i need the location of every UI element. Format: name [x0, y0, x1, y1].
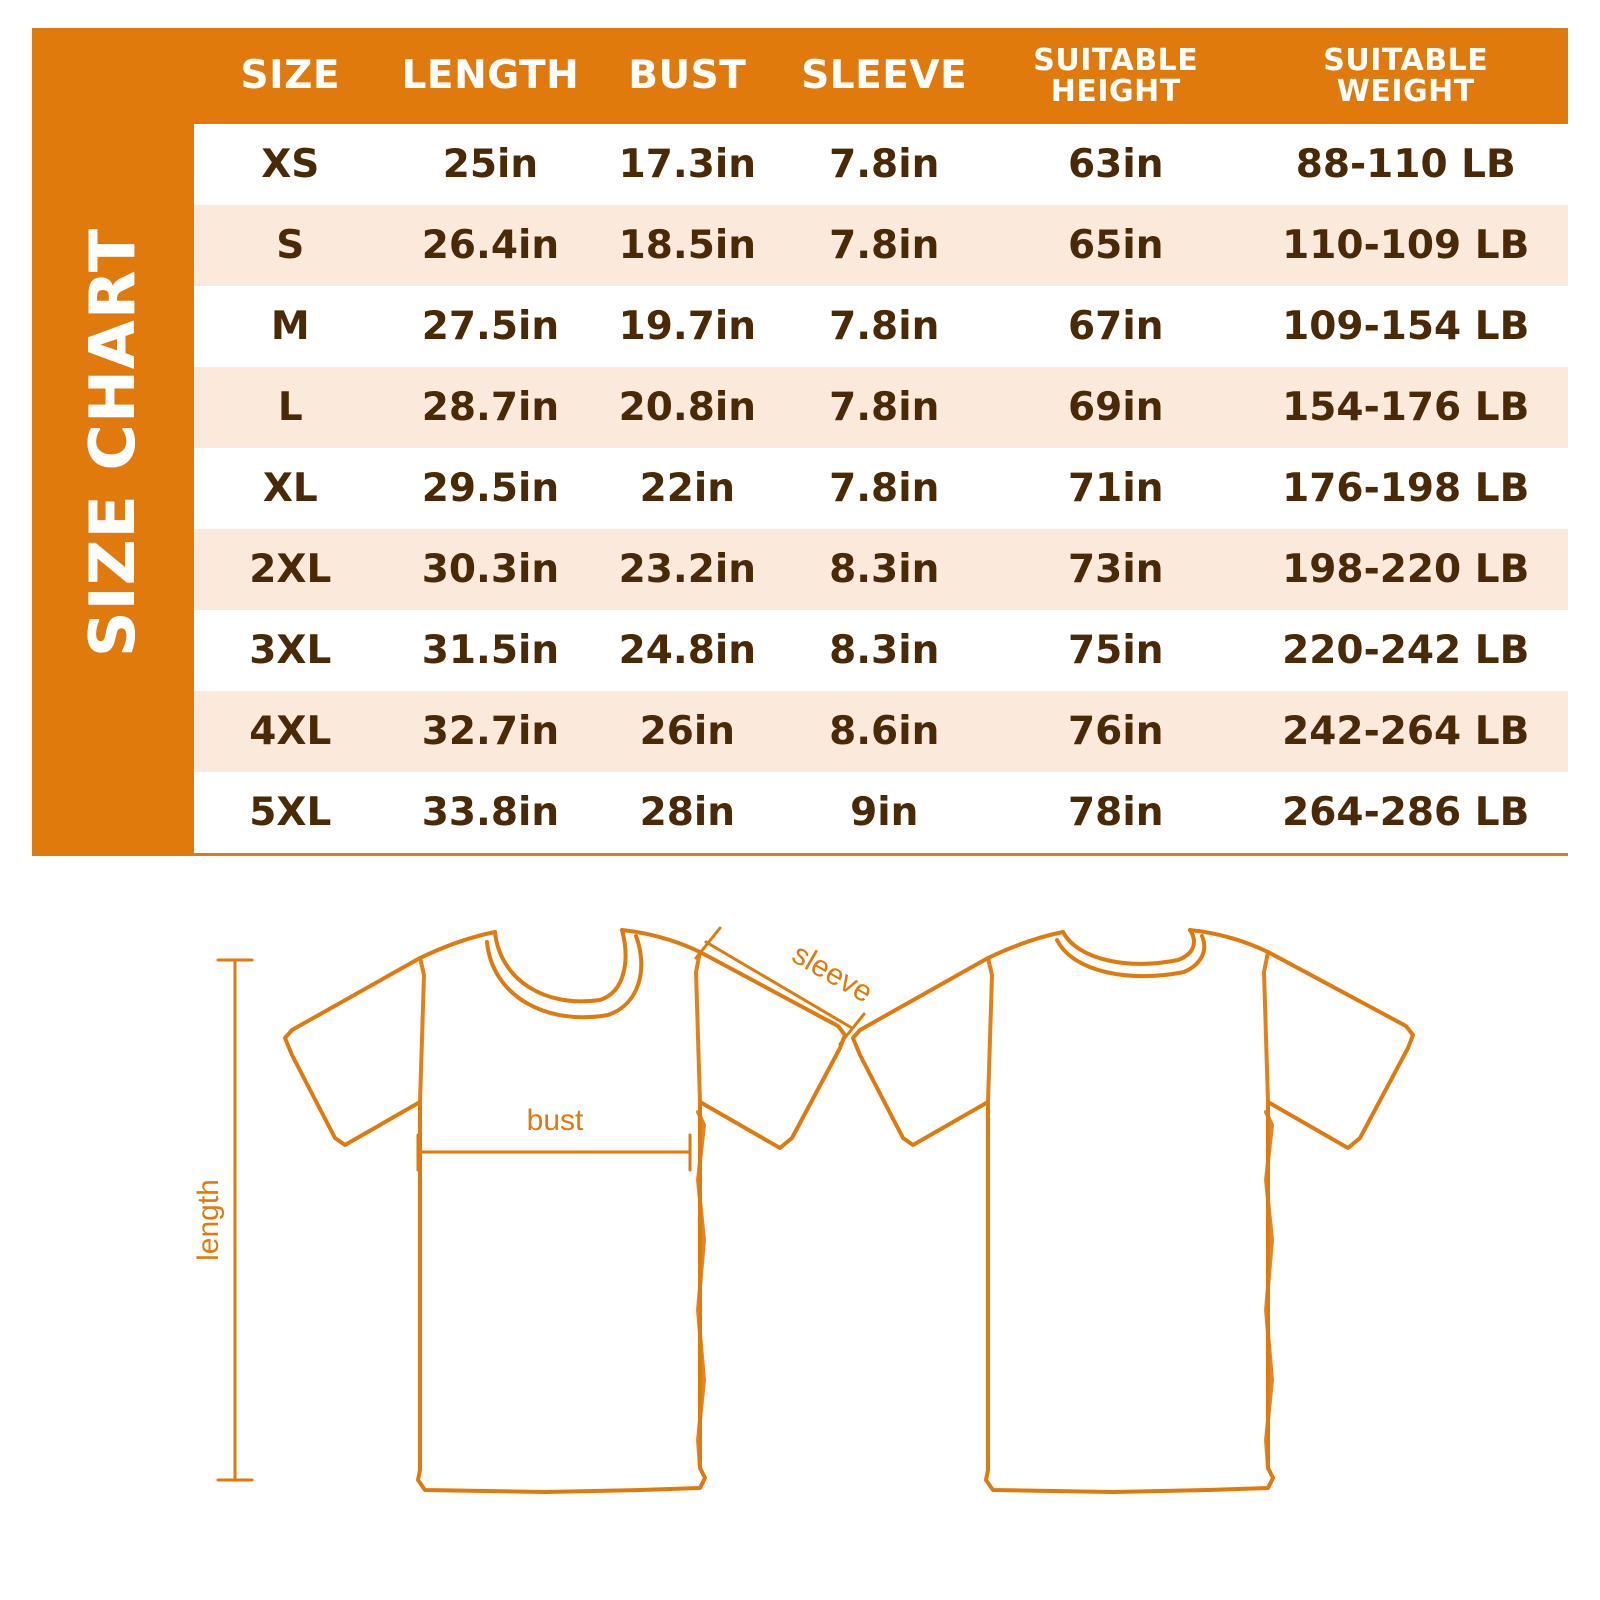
cell-weight: 220-242 LB	[1243, 610, 1568, 691]
cell-size: 4XL	[194, 691, 387, 772]
cell-weight: 176-198 LB	[1243, 448, 1568, 529]
cell-weight: 88-110 LB	[1243, 124, 1568, 205]
cell-height: 63in	[988, 124, 1243, 205]
cell-bust: 22in	[594, 448, 780, 529]
cell-weight: 109-154 LB	[1243, 286, 1568, 367]
table-row	[194, 205, 1568, 286]
cell-bust: 20.8in	[594, 367, 780, 448]
cell-length: 32.7in	[387, 691, 595, 772]
cell-size: 2XL	[194, 529, 387, 610]
cell-size: M	[194, 286, 387, 367]
cell-sleeve: 7.8in	[780, 448, 988, 529]
table-row	[194, 448, 1568, 529]
column-header-bust: BUST	[594, 28, 780, 124]
table-header-row	[194, 28, 1568, 124]
table-row	[194, 286, 1568, 367]
cell-length: 29.5in	[387, 448, 595, 529]
column-header-suitable-weight-line1: SUITABLE	[1323, 42, 1489, 78]
cell-size: XS	[194, 124, 387, 205]
column-header-length: LENGTH	[387, 28, 595, 124]
cell-size: S	[194, 205, 387, 286]
cell-sleeve: 8.3in	[780, 610, 988, 691]
cell-bust: 24.8in	[594, 610, 780, 691]
length-label: length	[192, 1179, 225, 1261]
cell-height: 69in	[988, 367, 1243, 448]
cell-length: 28.7in	[387, 367, 595, 448]
cell-bust: 19.7in	[594, 286, 780, 367]
cell-height: 78in	[988, 772, 1243, 853]
bust-label: bust	[526, 1104, 584, 1137]
cell-sleeve: 7.8in	[780, 286, 988, 367]
cell-sleeve: 9in	[780, 772, 988, 853]
cell-sleeve: 7.8in	[780, 367, 988, 448]
cell-length: 25in	[387, 124, 595, 205]
table-row	[194, 691, 1568, 772]
cell-length: 27.5in	[387, 286, 595, 367]
cell-bust: 18.5in	[594, 205, 780, 286]
column-header-suitable-height-line1: SUITABLE	[1033, 42, 1199, 78]
tshirt-front-outline	[285, 930, 845, 1492]
cell-size: 3XL	[194, 610, 387, 691]
cell-height: 75in	[988, 610, 1243, 691]
column-header-suitable-weight	[1243, 28, 1568, 124]
cell-weight: 154-176 LB	[1243, 367, 1568, 448]
cell-weight: 110-109 LB	[1243, 205, 1568, 286]
table-row	[194, 772, 1568, 853]
cell-sleeve: 7.8in	[780, 124, 988, 205]
size-chart-block	[32, 28, 1568, 856]
table-row	[194, 124, 1568, 205]
size-chart-title	[32, 28, 194, 856]
column-header-suitable-weight-line2: WEIGHT	[1336, 74, 1475, 109]
table-row	[194, 610, 1568, 691]
cell-bust: 17.3in	[594, 124, 780, 205]
cell-height: 67in	[988, 286, 1243, 367]
cell-bust: 23.2in	[594, 529, 780, 610]
cell-length: 33.8in	[387, 772, 595, 853]
cell-weight: 242-264 LB	[1243, 691, 1568, 772]
column-header-suitable-height	[988, 28, 1243, 124]
cell-size: L	[194, 367, 387, 448]
cell-height: 65in	[988, 205, 1243, 286]
cell-length: 30.3in	[387, 529, 595, 610]
measurement-diagram	[0, 880, 1600, 1580]
cell-sleeve: 8.6in	[780, 691, 988, 772]
size-table-area	[194, 28, 1568, 856]
cell-size: XL	[194, 448, 387, 529]
cell-size: 5XL	[194, 772, 387, 853]
column-header-suitable-height-line2: HEIGHT	[1050, 74, 1181, 109]
cell-weight: 198-220 LB	[1243, 529, 1568, 610]
cell-weight: 264-286 LB	[1243, 772, 1568, 853]
table-row	[194, 367, 1568, 448]
cell-height: 76in	[988, 691, 1243, 772]
cell-sleeve: 8.3in	[780, 529, 988, 610]
table-row	[194, 529, 1568, 610]
page-title: SIZE CHART	[76, 227, 150, 657]
cell-height: 71in	[988, 448, 1243, 529]
bust-dimension	[418, 1135, 690, 1170]
cell-length: 31.5in	[387, 610, 595, 691]
cell-bust: 26in	[594, 691, 780, 772]
cell-bust: 28in	[594, 772, 780, 853]
size-table	[194, 28, 1568, 853]
sleeve-label: sleeve	[786, 937, 879, 1010]
column-header-sleeve: SLEEVE	[780, 28, 988, 124]
cell-height: 73in	[988, 529, 1243, 610]
cell-sleeve: 7.8in	[780, 205, 988, 286]
column-header-size: SIZE	[194, 28, 387, 124]
cell-length: 26.4in	[387, 205, 595, 286]
tshirt-back-outline	[853, 930, 1413, 1492]
